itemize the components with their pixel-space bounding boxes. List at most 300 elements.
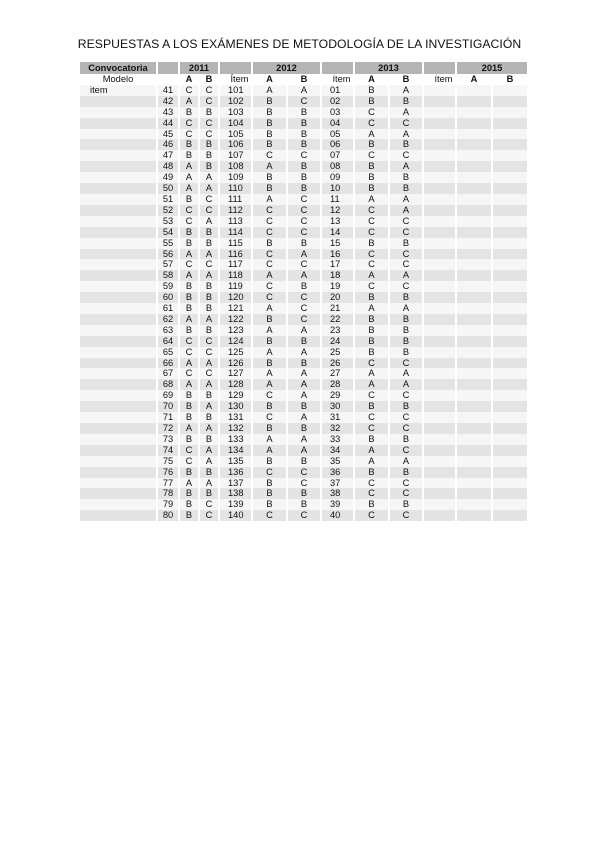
answer-b-2012: B xyxy=(287,172,321,183)
answer-b-2013: B xyxy=(389,434,423,445)
table-row xyxy=(80,292,527,303)
answer-b-2011: B xyxy=(199,488,219,499)
item-number-2013: 17 xyxy=(321,259,354,270)
col-a-2013: A xyxy=(354,74,389,85)
item-number-2011: 80 xyxy=(157,510,179,521)
col-b-2012: B xyxy=(287,74,321,85)
answer-a-2011: C xyxy=(179,118,199,129)
item-number-2012: 124 xyxy=(219,336,252,347)
answer-a-2013: C xyxy=(354,150,389,161)
answer-b-2015 xyxy=(492,107,527,118)
answer-b-2013: B xyxy=(389,325,423,336)
answer-b-2013: B xyxy=(389,139,423,150)
answer-b-2011: A xyxy=(199,270,219,281)
answer-b-2011: A xyxy=(199,445,219,456)
answer-b-2013: A xyxy=(389,161,423,172)
item-number-2015 xyxy=(423,270,456,281)
item-number-2011: 71 xyxy=(157,412,179,423)
item-number-2015 xyxy=(423,390,456,401)
item-number-2012: 123 xyxy=(219,325,252,336)
answer-b-2013: C xyxy=(389,281,423,292)
answer-b-2011: A xyxy=(199,401,219,412)
item-label-2011 xyxy=(80,107,157,118)
item-number-2012: 137 xyxy=(219,478,252,489)
answer-a-2015 xyxy=(456,445,492,456)
table-row xyxy=(80,85,527,96)
answer-b-2011: B xyxy=(199,139,219,150)
item-number-2013: 23 xyxy=(321,325,354,336)
answer-a-2011: B xyxy=(179,499,199,510)
answer-a-2013: A xyxy=(354,194,389,205)
answer-b-2015 xyxy=(492,390,527,401)
answer-b-2012: A xyxy=(287,390,321,401)
item-number-2013: 37 xyxy=(321,478,354,489)
answer-a-2013: C xyxy=(354,358,389,369)
answer-b-2015 xyxy=(492,129,527,140)
answer-a-2012: B xyxy=(252,499,287,510)
item-number-2011: 61 xyxy=(157,303,179,314)
item-number-2015 xyxy=(423,347,456,358)
answer-b-2012: C xyxy=(287,96,321,107)
answer-b-2015 xyxy=(492,227,527,238)
item-number-2015 xyxy=(423,488,456,499)
answer-a-2015 xyxy=(456,270,492,281)
answer-a-2013: B xyxy=(354,401,389,412)
answer-b-2013: A xyxy=(389,85,423,96)
answer-b-2013: C xyxy=(389,249,423,260)
item-label-2011 xyxy=(80,118,157,129)
answer-a-2011: B xyxy=(179,194,199,205)
answer-b-2015 xyxy=(492,368,527,379)
item-number-2011: 53 xyxy=(157,216,179,227)
answer-b-2015 xyxy=(492,281,527,292)
item-number-2013: 28 xyxy=(321,379,354,390)
item-label-2011 xyxy=(80,303,157,314)
table-row xyxy=(80,303,527,314)
answer-a-2013: C xyxy=(354,259,389,270)
answer-b-2013: A xyxy=(389,194,423,205)
item-number-2012: 119 xyxy=(219,281,252,292)
answer-b-2011: A xyxy=(199,249,219,260)
table-row xyxy=(80,107,527,118)
answer-b-2012: B xyxy=(287,488,321,499)
item-label-2011 xyxy=(80,238,157,249)
table-row xyxy=(80,139,527,150)
answer-a-2015 xyxy=(456,390,492,401)
answer-b-2011: B xyxy=(199,390,219,401)
item-label-2011 xyxy=(80,281,157,292)
item-label-2012: Ítem xyxy=(219,74,252,85)
answer-b-2012: B xyxy=(287,107,321,118)
answer-a-2012: A xyxy=(252,194,287,205)
answer-a-2015 xyxy=(456,347,492,358)
item-number-2013: 34 xyxy=(321,445,354,456)
answer-b-2011: A xyxy=(199,423,219,434)
answer-b-2012: A xyxy=(287,368,321,379)
item-label-2011 xyxy=(80,205,157,216)
item-label-2011 xyxy=(80,347,157,358)
answer-a-2015 xyxy=(456,118,492,129)
item-label-2011 xyxy=(80,183,157,194)
item-number-2011: 66 xyxy=(157,358,179,369)
item-number-2011: 45 xyxy=(157,129,179,140)
answer-b-2015 xyxy=(492,139,527,150)
answer-a-2015 xyxy=(456,325,492,336)
answer-a-2012: A xyxy=(252,379,287,390)
answer-a-2015 xyxy=(456,434,492,445)
answer-b-2011: C xyxy=(199,510,219,521)
answer-a-2012: B xyxy=(252,107,287,118)
item-label-2011 xyxy=(80,412,157,423)
answer-a-2015 xyxy=(456,139,492,150)
item-number-2015 xyxy=(423,216,456,227)
table-row xyxy=(80,390,527,401)
item-number-2011: 65 xyxy=(157,347,179,358)
answer-b-2012: B xyxy=(287,401,321,412)
answer-b-2013: B xyxy=(389,347,423,358)
answer-b-2012: B xyxy=(287,118,321,129)
answer-a-2013: C xyxy=(354,412,389,423)
item-number-2012: 102 xyxy=(219,96,252,107)
answer-b-2011: C xyxy=(199,118,219,129)
table-row xyxy=(80,499,527,510)
item-number-2011: 78 xyxy=(157,488,179,499)
answer-b-2015 xyxy=(492,194,527,205)
item-label-2011 xyxy=(80,227,157,238)
answer-b-2015 xyxy=(492,423,527,434)
answer-a-2012: C xyxy=(252,467,287,478)
answer-b-2013: B xyxy=(389,238,423,249)
answer-b-2011: B xyxy=(199,467,219,478)
answer-b-2013: C xyxy=(389,216,423,227)
answer-b-2011: B xyxy=(199,412,219,423)
item-number-2012: 116 xyxy=(219,249,252,260)
answer-b-2015 xyxy=(492,314,527,325)
item-number-2011: 77 xyxy=(157,478,179,489)
answer-b-2013: C xyxy=(389,510,423,521)
answer-a-2013: B xyxy=(354,183,389,194)
answer-a-2013: C xyxy=(354,216,389,227)
answer-b-2011: C xyxy=(199,194,219,205)
answer-b-2012: C xyxy=(287,478,321,489)
item-number-2012: 109 xyxy=(219,172,252,183)
answer-a-2011: B xyxy=(179,488,199,499)
table-row xyxy=(80,445,527,456)
item-label-2011 xyxy=(80,259,157,270)
item-number-2015 xyxy=(423,368,456,379)
item-label-2011 xyxy=(80,336,157,347)
item-label-2011 xyxy=(80,467,157,478)
answer-b-2015 xyxy=(492,336,527,347)
answer-a-2011: B xyxy=(179,401,199,412)
item-label-2013: ítem xyxy=(321,74,354,85)
item-label-2011 xyxy=(80,368,157,379)
item-number-2011: 51 xyxy=(157,194,179,205)
item-label-2011 xyxy=(80,172,157,183)
answer-b-2012: A xyxy=(287,434,321,445)
col-a-2015: A xyxy=(456,74,492,85)
item-number-2013: 07 xyxy=(321,150,354,161)
answer-a-2012: B xyxy=(252,183,287,194)
answer-a-2015 xyxy=(456,85,492,96)
answer-b-2013: B xyxy=(389,172,423,183)
answer-b-2015 xyxy=(492,292,527,303)
answer-b-2012: C xyxy=(287,216,321,227)
item-number-2013: 11 xyxy=(321,194,354,205)
answer-b-2012: C xyxy=(287,510,321,521)
item-number-2012: 136 xyxy=(219,467,252,478)
answer-a-2012: C xyxy=(252,150,287,161)
item-number-2015 xyxy=(423,194,456,205)
item-number-2012: 139 xyxy=(219,499,252,510)
col-b-2015: B xyxy=(492,74,527,85)
answer-a-2013: A xyxy=(354,456,389,467)
answer-b-2012: C xyxy=(287,205,321,216)
answer-a-2015 xyxy=(456,456,492,467)
item-number-2012: 121 xyxy=(219,303,252,314)
answer-a-2015 xyxy=(456,183,492,194)
answer-a-2011: B xyxy=(179,390,199,401)
item-number-2013: 21 xyxy=(321,303,354,314)
answer-a-2012: A xyxy=(252,445,287,456)
item-label-2011 xyxy=(80,390,157,401)
answer-a-2015 xyxy=(456,358,492,369)
item-label-2011 xyxy=(80,216,157,227)
answer-b-2012: C xyxy=(287,150,321,161)
item-number-2013: 09 xyxy=(321,172,354,183)
table-row xyxy=(80,467,527,478)
answer-a-2011: B xyxy=(179,325,199,336)
answer-b-2013: C xyxy=(389,259,423,270)
table-row xyxy=(80,281,527,292)
answer-a-2013: C xyxy=(354,281,389,292)
answer-b-2013: B xyxy=(389,292,423,303)
answer-a-2011: B xyxy=(179,150,199,161)
item-number-2013: 15 xyxy=(321,238,354,249)
answer-a-2012: A xyxy=(252,434,287,445)
answer-a-2011: B xyxy=(179,238,199,249)
answer-a-2011: A xyxy=(179,478,199,489)
item-label-2011 xyxy=(80,478,157,489)
answer-b-2015 xyxy=(492,467,527,478)
answer-b-2012: B xyxy=(287,281,321,292)
answer-a-2012: B xyxy=(252,456,287,467)
answer-b-2011: C xyxy=(199,85,219,96)
table-row xyxy=(80,314,527,325)
answer-b-2015 xyxy=(492,401,527,412)
item-number-2012: 135 xyxy=(219,456,252,467)
item-number-2013: 01 xyxy=(321,85,354,96)
answer-a-2011: B xyxy=(179,292,199,303)
answer-b-2012: B xyxy=(287,499,321,510)
answer-b-2012: A xyxy=(287,270,321,281)
item-number-2013: 27 xyxy=(321,368,354,379)
answer-a-2012: A xyxy=(252,347,287,358)
answer-b-2015 xyxy=(492,205,527,216)
answer-b-2015 xyxy=(492,499,527,510)
item-number-2015 xyxy=(423,107,456,118)
answer-a-2015 xyxy=(456,281,492,292)
item-number-2012: 134 xyxy=(219,445,252,456)
item-number-2011: 46 xyxy=(157,139,179,150)
answer-a-2015 xyxy=(456,303,492,314)
answer-b-2013: A xyxy=(389,129,423,140)
answer-b-2011: A xyxy=(199,379,219,390)
answer-b-2012: A xyxy=(287,379,321,390)
answer-a-2015 xyxy=(456,216,492,227)
year-2013-header: 2013 xyxy=(354,62,423,74)
item-label-2011 xyxy=(80,292,157,303)
answer-a-2012: A xyxy=(252,161,287,172)
col-b-2013: B xyxy=(389,74,423,85)
item-number-2015 xyxy=(423,292,456,303)
item-number-2011: 74 xyxy=(157,445,179,456)
item-number-2015 xyxy=(423,358,456,369)
answer-b-2012: A xyxy=(287,445,321,456)
answer-b-2013: C xyxy=(389,390,423,401)
answer-a-2011: C xyxy=(179,85,199,96)
answer-a-2011: B xyxy=(179,107,199,118)
answer-b-2012: B xyxy=(287,161,321,172)
convocatoria-header: Convocatoria xyxy=(80,62,157,74)
item-number-2015 xyxy=(423,85,456,96)
col-b-2011: B xyxy=(199,74,219,85)
answer-a-2012: B xyxy=(252,139,287,150)
item-number-2012: 111 xyxy=(219,194,252,205)
item-number-2015 xyxy=(423,510,456,521)
answer-a-2013: C xyxy=(354,118,389,129)
answer-b-2015 xyxy=(492,172,527,183)
item-number-2013: 13 xyxy=(321,216,354,227)
answer-b-2015 xyxy=(492,85,527,96)
answer-a-2011: A xyxy=(179,358,199,369)
answer-a-2011: A xyxy=(179,96,199,107)
item-number-2015 xyxy=(423,303,456,314)
item-label-2011 xyxy=(80,379,157,390)
item-number-2013: 25 xyxy=(321,347,354,358)
item-number-2015 xyxy=(423,412,456,423)
answer-a-2015 xyxy=(456,96,492,107)
item-label-2011: item xyxy=(80,85,157,96)
item-number-2011: 75 xyxy=(157,456,179,467)
answer-a-2011: C xyxy=(179,259,199,270)
answer-b-2011: C xyxy=(199,259,219,270)
item-number-2013: 20 xyxy=(321,292,354,303)
item-label-2011 xyxy=(80,96,157,107)
item-label-2011 xyxy=(80,499,157,510)
answer-b-2011: B xyxy=(199,227,219,238)
item-number-2015 xyxy=(423,456,456,467)
answer-b-2013: A xyxy=(389,303,423,314)
answer-a-2015 xyxy=(456,150,492,161)
item-label-2011 xyxy=(80,456,157,467)
item-number-2012: 127 xyxy=(219,368,252,379)
answer-a-2013: B xyxy=(354,347,389,358)
answer-b-2015 xyxy=(492,347,527,358)
item-number-2012: 113 xyxy=(219,216,252,227)
item-number-2011: 42 xyxy=(157,96,179,107)
answer-a-2013: C xyxy=(354,107,389,118)
table-row xyxy=(80,358,527,369)
item-number-2011: 76 xyxy=(157,467,179,478)
item-number-2012: 125 xyxy=(219,347,252,358)
item-number-2012: 101 xyxy=(219,85,252,96)
answer-b-2015 xyxy=(492,150,527,161)
answer-a-2015 xyxy=(456,499,492,510)
table-row xyxy=(80,259,527,270)
answer-a-2015 xyxy=(456,194,492,205)
answer-a-2012: A xyxy=(252,270,287,281)
answer-a-2012: A xyxy=(252,368,287,379)
answer-a-2015 xyxy=(456,172,492,183)
item-label-2011 xyxy=(80,325,157,336)
answer-b-2012: B xyxy=(287,358,321,369)
item-number-2012: 117 xyxy=(219,259,252,270)
answer-a-2012: B xyxy=(252,488,287,499)
answer-b-2015 xyxy=(492,445,527,456)
answer-b-2015 xyxy=(492,478,527,489)
answer-b-2011: C xyxy=(199,129,219,140)
answer-b-2012: B xyxy=(287,423,321,434)
answer-b-2013: C xyxy=(389,423,423,434)
answer-a-2013: A xyxy=(354,303,389,314)
item-number-2013: 31 xyxy=(321,412,354,423)
item-number-2012: 105 xyxy=(219,129,252,140)
item-number-2015 xyxy=(423,401,456,412)
answer-b-2015 xyxy=(492,412,527,423)
answer-a-2012: C xyxy=(252,281,287,292)
answer-b-2015 xyxy=(492,118,527,129)
answer-a-2012: A xyxy=(252,325,287,336)
answer-b-2011: B xyxy=(199,107,219,118)
answer-b-2013: C xyxy=(389,412,423,423)
item-label-2011 xyxy=(80,401,157,412)
item-number-2011: 44 xyxy=(157,118,179,129)
item-number-2015 xyxy=(423,118,456,129)
item-number-2011: 68 xyxy=(157,379,179,390)
answer-a-2011: A xyxy=(179,183,199,194)
item-number-2011: 63 xyxy=(157,325,179,336)
answer-a-2013: A xyxy=(354,379,389,390)
answer-a-2013: B xyxy=(354,85,389,96)
answer-b-2012: A xyxy=(287,347,321,358)
page-title: RESPUESTAS A LOS EXÁMENES DE METODOLOGÍA DE LA INVESTIGACIÓN xyxy=(77,37,522,51)
answer-b-2011: B xyxy=(199,292,219,303)
item-number-2013: 12 xyxy=(321,205,354,216)
item-number-2012: 130 xyxy=(219,401,252,412)
item-label-2011 xyxy=(80,434,157,445)
answer-a-2011: C xyxy=(179,347,199,358)
item-number-2015 xyxy=(423,499,456,510)
item-number-2013: 02 xyxy=(321,96,354,107)
answer-a-2015 xyxy=(456,259,492,270)
answer-a-2015 xyxy=(456,412,492,423)
answer-b-2012: C xyxy=(287,194,321,205)
table-row xyxy=(80,368,527,379)
item-number-2015 xyxy=(423,172,456,183)
answer-b-2012: B xyxy=(287,129,321,140)
item-number-2015 xyxy=(423,183,456,194)
item-number-2011: 62 xyxy=(157,314,179,325)
item-number-2015 xyxy=(423,478,456,489)
item-number-2011: 56 xyxy=(157,249,179,260)
modelo-label: Modelo xyxy=(80,74,157,85)
answer-a-2012: C xyxy=(252,216,287,227)
answer-a-2015 xyxy=(456,510,492,521)
table-row xyxy=(80,150,527,161)
answer-b-2015 xyxy=(492,303,527,314)
item-number-2012: 104 xyxy=(219,118,252,129)
